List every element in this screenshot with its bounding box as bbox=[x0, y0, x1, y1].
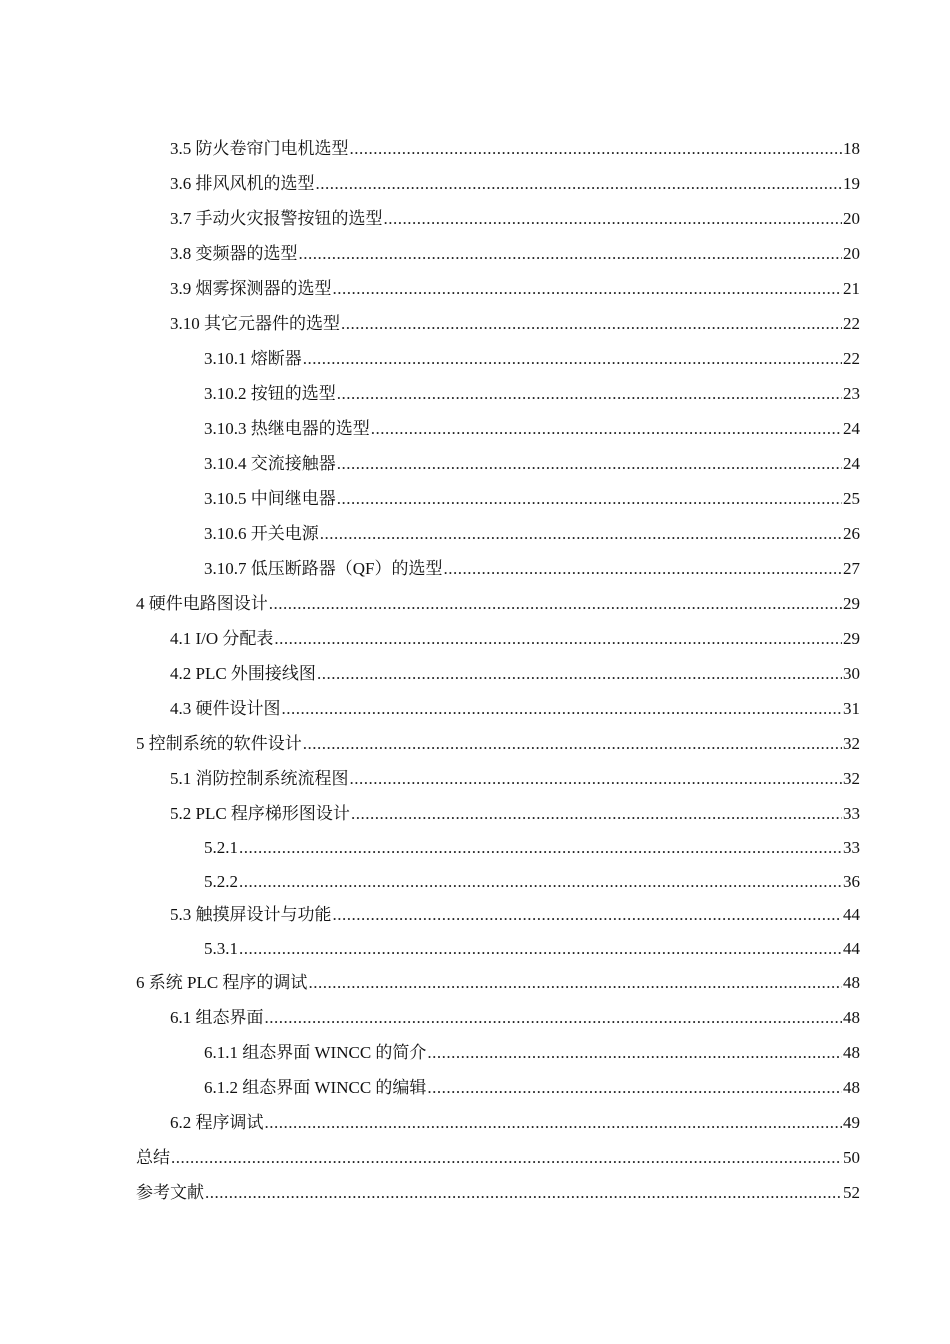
toc-leader-dots bbox=[308, 965, 842, 1000]
toc-page-number: 24 bbox=[843, 454, 860, 473]
toc-leader-dots bbox=[274, 621, 842, 656]
toc-entry[interactable] bbox=[136, 201, 860, 236]
toc-entry-title: 4 硬件电路图设计 bbox=[136, 594, 268, 613]
toc-entry[interactable] bbox=[136, 691, 860, 726]
toc-page-number: 22 bbox=[843, 314, 860, 333]
toc-page-number: 52 bbox=[843, 1183, 860, 1202]
toc-leader-dots bbox=[303, 726, 842, 761]
toc-entry-title: 6 系统 PLC 程序的调试 bbox=[136, 973, 308, 992]
toc-entry[interactable] bbox=[136, 1070, 860, 1105]
toc-page-number: 33 bbox=[843, 838, 860, 857]
toc-entry[interactable] bbox=[136, 898, 860, 932]
toc-page-number: 18 bbox=[843, 139, 860, 158]
toc-entry[interactable] bbox=[136, 411, 860, 446]
toc-entry-title: 3.10.5 中间继电器 bbox=[204, 489, 336, 508]
toc-leader-dots bbox=[299, 236, 843, 271]
toc-entry-title: 3.7 手动火灾报警按钮的选型 bbox=[170, 209, 383, 228]
toc-entry[interactable] bbox=[136, 796, 860, 831]
toc-entry[interactable] bbox=[136, 726, 860, 761]
toc-page-number: 31 bbox=[843, 699, 860, 718]
toc-leader-dots bbox=[341, 306, 842, 341]
toc-entry[interactable] bbox=[136, 131, 860, 166]
toc-entry-title: 3.10.7 低压断路器（QF）的选型 bbox=[204, 559, 443, 578]
toc-page-number: 23 bbox=[843, 384, 860, 403]
toc-page-number: 20 bbox=[843, 244, 860, 263]
toc-entry-title: 5.1 消防控制系统流程图 bbox=[170, 769, 349, 788]
toc-entry[interactable] bbox=[136, 1140, 860, 1175]
toc-entry-title: 6.2 程序调试 bbox=[170, 1113, 264, 1132]
toc-leader-dots bbox=[427, 1035, 842, 1070]
toc-page-number: 30 bbox=[843, 664, 860, 683]
toc-entry[interactable] bbox=[136, 236, 860, 271]
toc-page-number: 33 bbox=[843, 804, 860, 823]
toc-leader-dots bbox=[205, 1175, 842, 1210]
toc-leader-dots bbox=[239, 932, 842, 966]
toc-entry[interactable] bbox=[136, 376, 860, 411]
toc-entry-title: 5.2.1 bbox=[204, 838, 238, 857]
toc-leader-dots bbox=[265, 1105, 843, 1140]
toc-entry-title: 3.10.2 按钮的选型 bbox=[204, 384, 336, 403]
toc-leader-dots bbox=[384, 201, 843, 236]
toc-entry[interactable] bbox=[136, 761, 860, 796]
toc-leader-dots bbox=[350, 761, 843, 796]
toc-entry[interactable] bbox=[136, 516, 860, 551]
toc-page-number: 25 bbox=[843, 489, 860, 508]
toc-page-number: 20 bbox=[843, 209, 860, 228]
toc-leader-dots bbox=[265, 1000, 843, 1035]
toc-leader-dots bbox=[239, 865, 842, 899]
toc-page-number: 32 bbox=[843, 734, 860, 753]
toc-entry[interactable] bbox=[136, 446, 860, 481]
toc-page-number: 44 bbox=[843, 905, 860, 924]
toc-page-number: 29 bbox=[843, 629, 860, 648]
toc-entry-title: 3.10 其它元器件的选型 bbox=[170, 314, 340, 333]
toc-leader-dots bbox=[350, 131, 843, 166]
toc-entry-title: 3.6 排风风机的选型 bbox=[170, 174, 315, 193]
toc-leader-dots bbox=[337, 481, 842, 516]
toc-entry-title: 3.9 烟雾探测器的选型 bbox=[170, 279, 332, 298]
toc-entry-title: 5.2.2 bbox=[204, 871, 238, 891]
toc-entry[interactable] bbox=[136, 306, 860, 341]
toc-entry[interactable] bbox=[136, 1175, 860, 1210]
toc-page-number: 24 bbox=[843, 419, 860, 438]
toc-leader-dots bbox=[333, 271, 843, 306]
toc-leader-dots bbox=[269, 586, 842, 621]
toc-leader-dots bbox=[282, 691, 843, 726]
toc-entry-title: 6.1 组态界面 bbox=[170, 1008, 264, 1027]
toc-entry-title: 6.1.1 组态界面 WINCC 的简介 bbox=[204, 1043, 427, 1062]
toc-page-number: 48 bbox=[843, 973, 860, 992]
toc-entry[interactable] bbox=[136, 1035, 860, 1070]
toc-entry-title: 5.3 触摸屏设计与功能 bbox=[170, 905, 332, 924]
toc-page-number: 32 bbox=[843, 769, 860, 788]
toc-entry-title: 3.10.1 熔断器 bbox=[204, 349, 302, 368]
toc-page-number: 26 bbox=[843, 524, 860, 543]
toc-entry-title: 3.5 防火卷帘门电机选型 bbox=[170, 139, 349, 158]
toc-page-number: 50 bbox=[843, 1148, 860, 1167]
toc-entry-title: 总结 bbox=[136, 1148, 170, 1167]
toc-entry-title: 3.10.4 交流接触器 bbox=[204, 454, 336, 473]
toc-entry[interactable] bbox=[136, 586, 860, 621]
toc-entry-title: 5.3.1 bbox=[204, 938, 238, 958]
toc-page-number: 48 bbox=[843, 1043, 860, 1062]
toc-entry[interactable] bbox=[136, 166, 860, 201]
toc-entry[interactable] bbox=[136, 965, 860, 1000]
toc-leader-dots bbox=[239, 831, 842, 865]
toc-entry[interactable] bbox=[136, 341, 860, 376]
toc-page-number: 21 bbox=[843, 279, 860, 298]
toc-entry[interactable] bbox=[136, 551, 860, 586]
toc-entry-title: 6.1.2 组态界面 WINCC 的编辑 bbox=[204, 1078, 427, 1097]
toc-page-number: 27 bbox=[843, 559, 860, 578]
toc-entry[interactable] bbox=[136, 865, 860, 899]
toc-entry-title: 4.1 I/O 分配表 bbox=[170, 629, 274, 648]
toc-leader-dots bbox=[303, 341, 842, 376]
toc-leader-dots bbox=[427, 1070, 842, 1105]
toc-page-number: 44 bbox=[843, 938, 860, 958]
toc-leader-dots bbox=[443, 551, 842, 586]
toc-page-number: 22 bbox=[843, 349, 860, 368]
table-of-contents bbox=[136, 131, 860, 1210]
toc-entry-title: 5.2 PLC 程序梯形图设计 bbox=[170, 804, 350, 823]
toc-leader-dots bbox=[316, 166, 843, 201]
toc-entry-title: 4.3 硬件设计图 bbox=[170, 699, 281, 718]
toc-entry-title: 3.8 变频器的选型 bbox=[170, 244, 298, 263]
toc-entry-title: 3.10.6 开关电源 bbox=[204, 524, 319, 543]
toc-entry-title: 5 控制系统的软件设计 bbox=[136, 734, 302, 753]
toc-leader-dots bbox=[317, 656, 842, 691]
toc-leader-dots bbox=[337, 446, 842, 481]
toc-entry[interactable] bbox=[136, 621, 860, 656]
toc-leader-dots bbox=[351, 796, 842, 831]
toc-page-number: 49 bbox=[843, 1113, 860, 1132]
toc-entry[interactable] bbox=[136, 656, 860, 691]
toc-entry[interactable] bbox=[136, 1105, 860, 1140]
toc-entry[interactable] bbox=[136, 932, 860, 966]
toc-leader-dots bbox=[320, 516, 842, 551]
toc-entry-title: 4.2 PLC 外围接线图 bbox=[170, 664, 316, 683]
toc-page-number: 48 bbox=[843, 1008, 860, 1027]
toc-entry[interactable] bbox=[136, 1000, 860, 1035]
toc-page-number: 19 bbox=[843, 174, 860, 193]
toc-entry[interactable] bbox=[136, 831, 860, 865]
toc-page-number: 48 bbox=[843, 1078, 860, 1097]
toc-leader-dots bbox=[371, 411, 842, 446]
toc-leader-dots bbox=[171, 1140, 842, 1175]
toc-page-number: 29 bbox=[843, 594, 860, 613]
toc-entry[interactable] bbox=[136, 481, 860, 516]
toc-entry[interactable] bbox=[136, 271, 860, 306]
toc-leader-dots bbox=[333, 898, 843, 932]
toc-entry-title: 3.10.3 热继电器的选型 bbox=[204, 419, 370, 438]
toc-entry-title: 参考文献 bbox=[136, 1183, 204, 1202]
toc-page-number: 36 bbox=[843, 871, 860, 891]
toc-leader-dots bbox=[337, 376, 842, 411]
